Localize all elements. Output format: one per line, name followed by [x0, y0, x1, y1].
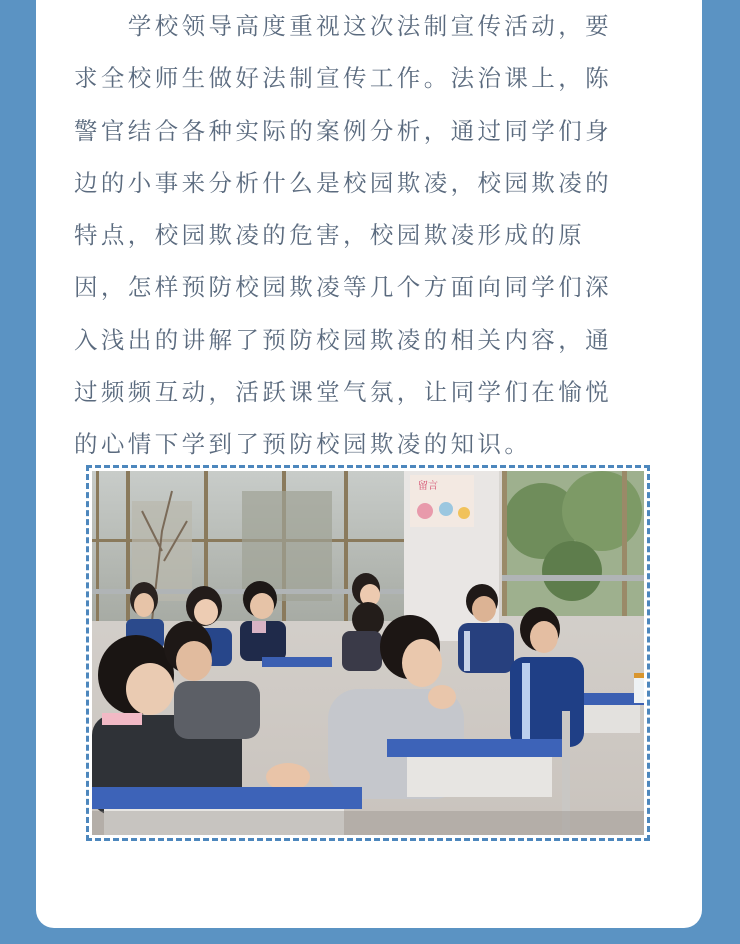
article-line: 学校领导高度重视这次法制宣传活动，要 [74, 12, 612, 40]
poster-title: 留言 [418, 481, 438, 492]
classroom-photo [92, 471, 644, 835]
article-line: 特点，校园欺凌的危害，校园欺凌形成的原 [74, 221, 586, 250]
article-line: 警官结合各种实际的案例分析，通过同学们身 [74, 116, 612, 145]
article-line: 入浅出的讲解了预防校园欺凌的相关内容，通 [74, 325, 612, 354]
article-line: 过频频互动，活跃课堂气氛，让同学们在愉悦 [74, 378, 612, 407]
article-line: 因，怎样预防校园欺凌等几个方面向同学们深 [74, 273, 612, 302]
photo-frame [86, 465, 650, 841]
article-line: 边的小事来分析什么是校园欺凌，校园欺凌的 [74, 168, 612, 197]
article-body [74, 0, 668, 471]
article-line: 求全校师生做好法制宣传工作。法治课上，陈 [74, 64, 612, 93]
article-line: 的心情下学到了预防校园欺凌的知识。 [74, 430, 532, 459]
